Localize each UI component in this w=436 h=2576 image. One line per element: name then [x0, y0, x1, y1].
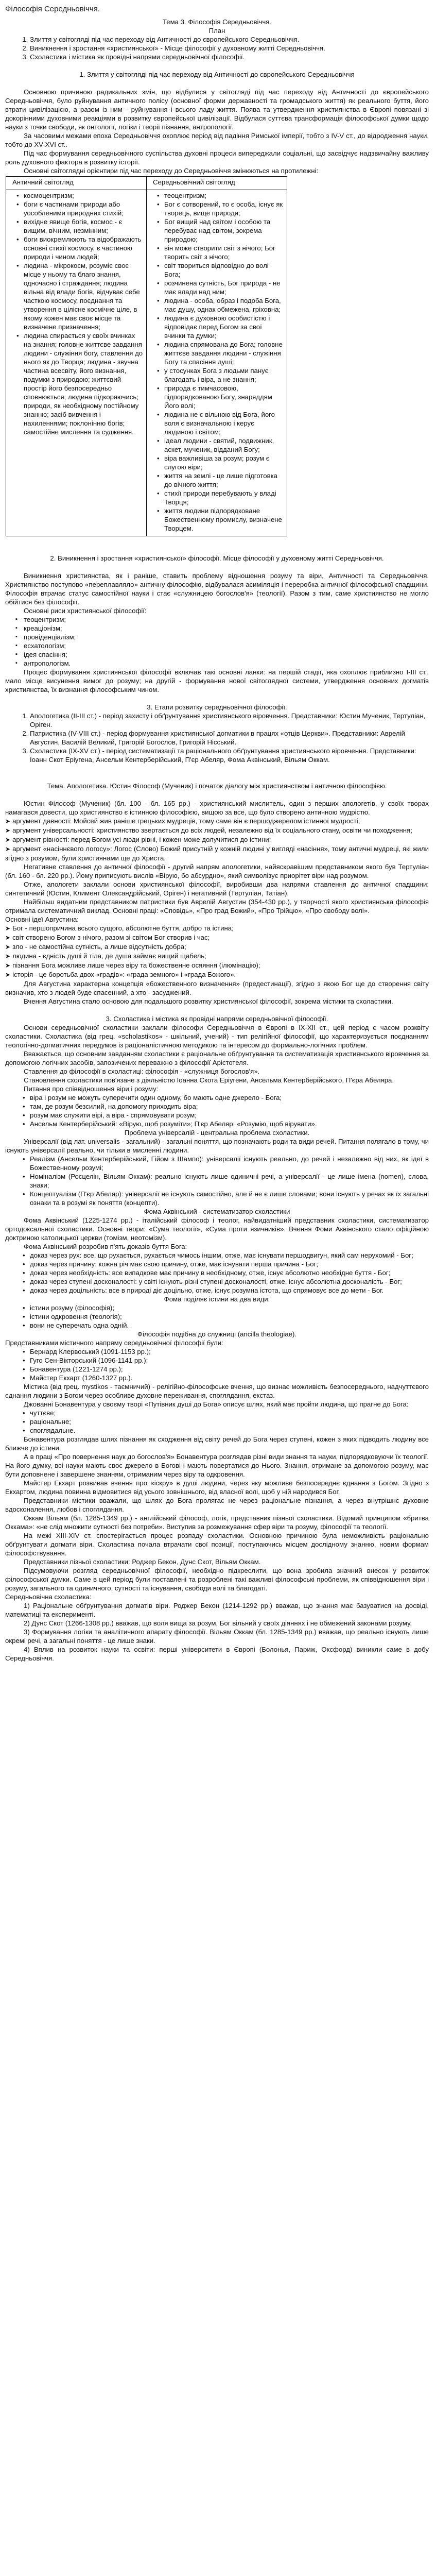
- list-item: • він може створити світ з нічого; Бог творить світ з нічого;: [164, 244, 285, 261]
- arrow-icon: ➤: [5, 836, 11, 843]
- list-item: • там, де розум безсилий, на допомогу приходить віра;: [30, 1102, 429, 1111]
- list-item: • Номіналізм (Росцелін, Вільям Оккам): реально існують лише одиничні речі, а універсалії - це лише імена (nomen), слова, знаки;: [30, 1172, 429, 1190]
- list-item: 3. Схоластика (IX-XV ст.) - період систематизації та раціонального обґрунтування християнського віровчення. Представники: Іоанн Скот Еріугена, Ансельм Кентерберійський, П'єр Абеляр, Фома Аквінський, Вільям Оккам.: [30, 747, 429, 764]
- mystic-path-list: [5, 1409, 429, 1435]
- list-item: • Бог є сотворений, то є особа, існує як творець, вище природи;: [164, 200, 285, 217]
- table-header-medieval: Середньовічний світогляд: [147, 177, 287, 190]
- paragraph: Для Августина характерна концепція «божественного визначення» (предестинації), згідно з якою Бог ще до створення світу визначив, хто з людей буде спасенний, а хто - засуджений.: [5, 980, 429, 996]
- list-item: • віра і розум не можуть суперечити один одному, бо мають одне джерело - Бога;: [30, 1093, 429, 1102]
- list-item: ▪ креаціонізм;: [24, 624, 429, 633]
- list-item: ➤ пізнання Бога можливе лише через віру та божественне осяяння (ілюмінацію);: [5, 961, 260, 969]
- paragraph: Майстер Екхарт розвивав вчення про «іскру» в душі людини, через яку можливе безпосереднє єднання з Богом. Згідно з Екхартом, людина повинна відмовитися від усього зовнішнього, від власної волі, щоб у ній народився Бог.: [5, 1479, 429, 1496]
- list-item: • людина спирається у своїх вчинках на знання; головне життєве завдання людини - служіння богу, ставлення до нього як до Творця; людина - звучна частина всесвіту, його визнання, подумки з природою; життєвий простір його безпосередньо сповнюється; людина підкоряючись; природи, як необхідному постійному знанню; засіб вивчення і нахиленнями; поклонінню богів; самостійне мислення та судження.: [24, 331, 144, 436]
- paragraph: Представники містики вважали, що шлях до Бога пролягає не через раціональне пізнання, а через внутрішнє духовне вдосконалення, любов і споглядання.: [5, 1497, 429, 1513]
- proofs-list: [5, 1251, 429, 1295]
- list-item: 1. Апологетика (II-III ст.) - період захисту і обґрунтування християнського віровчення. Представники: Юстин Мученик, Тертуліан, Оріген.: [30, 711, 429, 729]
- paragraph: Представники пізньої схоластики: Роджер Бекон, Дунс Скот, Вільям Оккам.: [24, 1558, 261, 1566]
- list-item: • Бог вищий над світом і особою та перебуває над світом, зокрема природою;: [164, 217, 285, 244]
- list-item: • стихії природи перебувають у владі Творця;: [164, 489, 285, 506]
- paragraph: Процес формування християнської філософії включав такі основні ланки: на першій стадії, яка охоплює приблизно I-III ст., мало місце висунення вимог до розуму; на другій - формування нової світоглядної системи, утвердження основних догматів християнства, їх визнання філософським чином.: [5, 668, 429, 693]
- list-item: • доказ через причину: кожна річ має свою причину, отже, має існувати перша причина - Бог;: [30, 1260, 429, 1268]
- summary-item: 2) Дунс Скот (1266-1308 рр.) вважав, що воля вища за розум, Бог вільний у своїх діяннях і не обмежений законами розуму.: [24, 1619, 412, 1627]
- summary-heading: Середньовічна схоластика:: [5, 1593, 92, 1601]
- summary-item: 3) Формування логіки та аналітичного апарату філософії. Вільям Оккам (бл. 1285-1349 рр.) вважав, що реально існують лише окремі речі, а загальні поняття - це лише знаки.: [5, 1628, 429, 1645]
- list-item: • космоцентризм;: [24, 191, 144, 200]
- list-item: • віра важливіша за розум; розум є слугою віри;: [164, 454, 285, 471]
- paragraph: Бонавентура розглядав шлях пізнання як сходження від світу речей до Бога через ступені, кожен з яких підводить людину все ближче до істини.: [5, 1435, 429, 1452]
- list-item: • боги є частинами природи або уособленими природних стихій;: [24, 200, 144, 217]
- paragraph: Основні світоглядні орієнтири під час переходу до Середньовіччя змінюються на протилежні:: [24, 167, 319, 175]
- list-item: ➤ Бог - першопричина всього сущого, абсолютне буття, добро та істина;: [5, 924, 234, 932]
- augustine-list: [5, 924, 429, 979]
- table-row: [6, 190, 287, 536]
- universals-list: [5, 1155, 429, 1207]
- list-item: ▪ есхатологізм;: [24, 641, 429, 650]
- arrow-icon: ➤: [5, 818, 11, 825]
- list-item: • Гуго Сен-Вікторський (1096-1141 рр.);: [30, 1356, 429, 1365]
- arrow-icon: ➤: [5, 934, 11, 941]
- list-item: ▪ антропологізм.: [24, 659, 429, 668]
- topic-title: Тема 3. Філософія Середньовіччя.: [162, 18, 272, 26]
- list-item: ➤ людина - єдність душі й тіла, де душа займає вищий щабель;: [5, 952, 206, 960]
- paragraph: Фома Аквінський розробив п'ять доказів буття Бога:: [24, 1243, 187, 1250]
- list-item: • людина спрямована до Бога; головне життєве завдання людини - служіння Богу та спасіння душі;: [164, 340, 285, 366]
- table-header-ancient: Античний світогляд: [6, 177, 147, 190]
- list-item: • Бернард Клервоський (1091-1153 рр.);: [30, 1347, 429, 1356]
- paragraph: Становлення схоластики пов'язане з діяльністю Іоанна Скота Еріугени, Ансельма Кентерберійського, П'єра Абеляра.: [24, 1076, 394, 1084]
- paragraph: Найбільш видатним представником патристики був Аврелій Августин (354-430 рр.), у творчості якого християнська філософія отримала систематичний виклад. Основні праці: «Сповідь», «Про град Божий», «Про Трійцю», «Про свободу волі».: [5, 898, 429, 914]
- paragraph: Виникнення християнства, як і раніше, ставить проблему відношення розуму та віри, Античності та Середньовіччя. Християнство поступово «переплавляло» античну філософію, відбувалася асиміляція і переробка античної філософської спадщини. Філософія втрачає статус самостійної науки і стає «служницею богослов'я» (теології). Разом з тим, саме християнство не могло обійтися без філософії.: [5, 572, 429, 606]
- list-item: ➤ світ створено Богом з нічого, разом зі світом Бог створив і час;: [5, 934, 210, 941]
- justin-heading: Тема. Апологетика. Юстин Філософ (Мученик) і початок діалогу між християнством і античною філософією.: [47, 782, 387, 790]
- list-item: • доказ через ступені досконалості: у світі існують різні ступені досконалості, отже, існує абсолютна досконалість - Бог;: [30, 1277, 429, 1286]
- paragraph: А в праці «Про повернення наук до богослов'я» Бонавентура розглядав різні види знання та науки, підпорядковуючи їх теології. На його думку, всі науки мають своє джерело в Богові і мають повертатися до Нього. Знання, отримане за допомогою розуму, має бути доповнене і завершене знанням, отриманим через віру та одкровення.: [5, 1453, 429, 1478]
- list-item: • чуттєве;: [30, 1409, 429, 1417]
- plan-list: [5, 35, 429, 61]
- section-1-title: 1. Злиття у світогляді під час переходу від Античності до європейського Середньовіччя: [79, 71, 355, 78]
- mysticism-heading: Представниками містичного напряму середньовічної філософії були:: [5, 1339, 223, 1347]
- table-header-row: [6, 177, 287, 190]
- list-item: • людина не є вільною від Бога, його воля є визначальною і керує людиною і світом;: [164, 410, 285, 436]
- paragraph: Підсумовуючи розгляд середньовічної філософії, необхідно підкреслити, що вона зробила значний внесок у розвиток філософської думки. Саме в цей період були поставлені та розроблені такі важливі філософські проблеми, як співвідношення віри і розуму, загального та одиничного, сутності та існування, свободи волі та благодаті.: [5, 1567, 429, 1592]
- list-item: ▪ теоцентризм;: [24, 615, 429, 624]
- list-item: • Ансельм Кентерберійський: «Вірую, щоб розуміти»; П'єр Абеляр: «Розумію, щоб вірувати».: [30, 1120, 429, 1128]
- list-item: • доказ через рух: все, що рухається, рухається чимось іншим, отже, має існувати першодвигун, який сам нерухомий - Бог;: [30, 1251, 429, 1260]
- list-item: • розчинена сутність, Бог природа - не має влади над ним;: [164, 279, 285, 296]
- list-item: • розум має служити вірі, а віра - спрямовувати розум;: [30, 1111, 429, 1120]
- list-item: ➤ історія - це боротьба двох «градів»: «града земного» і «града Божого».: [5, 971, 236, 978]
- list-item: • Бонавентура (1221-1274 рр.);: [30, 1365, 429, 1374]
- list-item: • вихідне явище богів, космос - є вищим, вічним, незмінним;: [24, 217, 144, 235]
- paragraph: Основні риси християнської філософії:: [24, 607, 147, 615]
- arrow-icon: ➤: [5, 953, 11, 960]
- comparison-table: [6, 176, 287, 536]
- plan-heading: План: [208, 27, 225, 35]
- list-item: • раціональне;: [30, 1417, 429, 1426]
- paragraph: Юстин Філософ (Мученик) (бл. 100 - бл. 165 рр.) - християнський мислитель, один з перших апологетів, у своїх творах намагався довести, що християнство є істинною філософією, вищою за все, що було створено античною мудрістю.: [5, 800, 429, 816]
- paragraph: Під час формування середньовічного суспільства духовні процеси випереджали соціальні, що засвідчує надзвичайну важливу роль духовного фактора в розвитку історії.: [5, 149, 429, 166]
- list-item: • життя людини підпорядковане Божественному промислу, визначене Творцем.: [164, 506, 285, 533]
- paragraph: Оккам Вільям (бл. 1285-1349 рр.) - англійський філософ, логік, представник пізньої схоластики. Відомий принципом «бритва Оккама»: «не слід множити сутності без потреби». Виступив за розмежування сфер віри та розуму, філософії та теології.: [5, 1514, 429, 1531]
- list-item: ➤ аргумент універсальності: християнство звертається до всіх людей, незалежно від їх соціального стану, освіти чи походження;: [5, 826, 412, 834]
- paragraph: Вважається, що основним завданням схоластики є раціональне обґрунтування та систематизація християнського віровчення за допомогою логічних засобів, запозичених переважно з філософії Арістотеля.: [5, 1050, 429, 1066]
- plan-item: 2. Виникнення і зростання «християнської» - Місце філософії у духовному житті Середньовіччя.: [30, 44, 429, 53]
- thomas-heading: Фома Аквінський - систематизатор схоластики: [144, 1208, 290, 1215]
- paragraph: За часовими межами епоха Середньовіччя охоплює період від падіння Римської імперії, тобто з IV-V ст., до відродження науки, тобто до XV-XVI ст..: [5, 132, 429, 148]
- list-item: 2. Патристика (IV-VIII ст.) - період формування християнської догматики в працях «отців Церкви». Представники: Аврелій Августин, Василій Великий, Григорій Богослов, Григорій Нісський.: [30, 729, 429, 747]
- argument-list: [5, 817, 429, 862]
- ancient-column: [6, 190, 147, 536]
- paragraph: Містика (від грец. mystikos - таємничий) - релігійно-філософське вчення, що визнає можливість безпосереднього, надчуттєвого єднання людини з Богом через особливе духовне переживання, споглядання, екстаз.: [5, 1383, 429, 1399]
- list-item: ▪ ідея спасіння;: [24, 650, 429, 659]
- list-item: • світ твориться відповідно до волі Бога;: [164, 261, 285, 279]
- arrow-icon: ➤: [5, 943, 11, 951]
- list-item: • Майстер Екхарт (1260-1327 рр.).: [30, 1374, 429, 1382]
- section-2-title: 2. Виникнення і зростання «християнської» філософії. Місце філософії у духовному житті Середньовіччя.: [50, 554, 384, 562]
- paragraph: Вчення Августина стало основою для подальшого розвитку християнської філософії, зокрема містики та схоластики.: [24, 997, 393, 1005]
- paragraph: Основи середньовічної схоластики заклали філософи Середньовіччя в Європі в IX-XII ст., цей період є часом розквіту схоластики. Схоластика (від грец. «scholastikos» - шкільний, учений) - тип релігійної філософії, що характеризується поєднанням теологічно-догматичних передумов із раціоналістичною методикою та інтересом до формально-логічних проблем.: [5, 1024, 429, 1049]
- arrow-icon: ➤: [5, 827, 11, 834]
- list-item: • вони не суперечать одна одній.: [30, 1321, 429, 1330]
- medieval-column: [147, 190, 287, 536]
- summary-item: 1) Раціональне обґрунтування догматів віри. Роджер Бекон (1214-1292 рр.) вважав, що знання має базуватися на досвіді, математиці та експерименті.: [5, 1602, 429, 1618]
- list-item: • споглядальне.: [30, 1426, 429, 1435]
- document-title: Філософія Середньовіччя.: [5, 5, 100, 13]
- paragraph: Ставлення до філософії в схоластиці: філософія - «служниця богослов'я».: [24, 1067, 260, 1075]
- list-item: • у стосунках Бога з людьми панує благодать і віра, а не знання;: [164, 366, 285, 384]
- list-item: • ідеал людини - святий, подвижник, аскет, мученик, відданий Богу;: [164, 436, 285, 454]
- plan-item: 3. Схоластика і містика як провідні напрями середньовічної філософії.: [30, 53, 429, 61]
- section-3-title: 3. Етапи розвитку середньовічної філософії.: [147, 703, 287, 711]
- paragraph: Фома Аквінський (1225-1274 рр.) - італійський філософ і теолог, найвидатніший представник схоластики, систематизатор ортодоксальної схоластики. Основні твори: «Сума теології», «Сума проти язичників». Вчення Фоми Аквінського стало офіційною доктриною католицької церкви (томізм, неотомізм).: [5, 1216, 429, 1242]
- paragraph: Питання про співвідношення віри і розуму:: [24, 1085, 159, 1093]
- list-item: ▪ провіденціалізм;: [24, 633, 429, 641]
- list-item: ➤ аргумент рівності: перед Богом усі люди рівні, і кожен може долучитися до істини;: [5, 836, 271, 843]
- arrow-icon: ➤: [5, 962, 11, 969]
- stages-list: [5, 711, 429, 764]
- section-4-title: 3. Схоластика і містика як провідні напрями середньовічної філософії.: [106, 1015, 328, 1023]
- list-item: • теоцентризм;: [164, 191, 285, 200]
- arrow-icon: ➤: [5, 971, 11, 978]
- feature-list: [5, 615, 429, 668]
- truths-list: [5, 1303, 429, 1330]
- list-item: • істини розуму (філософія);: [30, 1303, 429, 1312]
- list-item: • природа є тимчасовою, підпорядкованою Богу, знаряддям Його волі;: [164, 384, 285, 410]
- list-item: ➤ зло - не самостійна сутність, а лише відсутність добра;: [5, 943, 186, 951]
- plan-item: 1. Злиття у світогляді під час переходу від Античності до європейського Середньовіччя.: [30, 35, 429, 44]
- list-item: • людина є духовною особистістю і відповідає перед Богом за свої вчинки та думки;: [164, 314, 285, 340]
- list-item: • Концептуалізм (П'єр Абеляр): універсалії не існують самостійно, але й не є лише словами; вони існують у речах як їх загальні ознаки та в розумі як поняття (концепти).: [30, 1190, 429, 1207]
- arrow-icon: ➤: [5, 925, 11, 932]
- paragraph: Основною причиною радикальних змін, що відбулися у світогляді під час переходу від Античності до європейського Середньовіччя, було руйнування античного полісу (основної форми державності та громадського життя) як реального буття, його втрати цивілізацією, а разом із ним - руйнування і всього ладу життя. Поява та утвердження християнства в Європі повязані зі докорінними духовними реакціями в розвитку європейської цивілізації. Відбулася суттєва трансформація філософської думки щодо науки з точки свободи, як онтології, логіки і теорії пізнання, антропології.: [5, 88, 429, 131]
- list-item: • доказ через необхідність: все випадкове має причину в необхідному, отже, існує абсолютно необхідне буття - Бог;: [30, 1268, 429, 1277]
- paragraph: Джованні Бонавентура у своєму творі «Путівник душі до Бога» описує шлях, який має пройти людина, що прагне до Бога:: [24, 1400, 409, 1408]
- paragraph: Отже, апологети заклали основи християнської філософії, виробивши два напрями ставлення до античної спадщини: синтетичний (Юстин, Климент Олександрійський, Оріген) і негативний (Тертуліан, Татіан).: [5, 880, 429, 897]
- paragraph: Негативне ставлення до античної філософії - другий напрям апологетики, найяскравішим представником якого був Тертуліан (бл. 160 - бл. 220 рр.). Йому приписують вислів «Вірую, бо абсурдно», який символізує приорітет віри над розумом.: [5, 863, 429, 879]
- list-item: • боги виокремлюють та відображають основні стихії космосу, є частиною природи і чином людей;: [24, 235, 144, 261]
- list-item: • життя на землі - це лише підготовка до вічного життя;: [164, 471, 285, 489]
- summary-item: 4) Вплив на розвиток науки та освіти: перші університети в Європі (Болонья, Париж, Оксфорд) виникли саме в добу Середньовіччя.: [5, 1646, 429, 1662]
- list-item: • доказ через доцільність: все в природі діє доцільно, отже, існує розумна істота, що спрямовує все до мети - Бог.: [30, 1286, 429, 1295]
- list-item: ➤ аргумент давності: Мойсей жив раніше грецьких мудреців, тому саме він є першоджерелом істинної мудрості;: [5, 817, 360, 825]
- truths-heading: Фома поділяє істини на два види:: [164, 1295, 270, 1303]
- list-item: • Реалізм (Ансельм Кентерберійський, Гійом з Шампо): універсалії існують реально, до речей і незалежно від них, як ідеї в Божественному розумі;: [30, 1155, 429, 1172]
- thomas-close: Філософія подібна до служниці (ancilla theologiae).: [137, 1330, 297, 1338]
- list-item: ➤ аргумент «насіннєвого логосу»: Логос (Слово) Божий присутній у кожній людині у вигляді «насіння», тому античні мудреці, які жили згідно з розумом, були християнами ще до Христа.: [5, 845, 429, 862]
- document: [5, 4, 429, 1663]
- universals-heading: Проблема універсалій - центральна проблема схоластики.: [124, 1129, 310, 1137]
- mystics-list: [5, 1347, 429, 1382]
- faith-list: [5, 1093, 429, 1128]
- list-item: • людина - мікрокосм, розуміє своє місце у ньому та благо знання, одночасно і страждання; людина вільна від влади богів, відчуває себе часткою космосу, поєднання та утворення в цілісне космічне ціле, в якому кожен має своє місце та визначене призначення;: [24, 261, 144, 331]
- list-item: • істини одкровення (теологія);: [30, 1312, 429, 1321]
- paragraph: На межі XIII-XIV ст. спостерігається процес розпаду схоластики. Основною причиною була неможливість раціонально обґрунтувати догмати віри. Схоластика почала втрачати свої позиції, поступаючись місцем дослідному знанню, новим формам філософствування.: [5, 1532, 429, 1557]
- arrow-icon: ➤: [5, 845, 11, 853]
- paragraph: Універсалії (від лат. universalis - загальний) - загальні поняття, що позначають роди та види речей. Питання полягало в тому, чи існують універсалії реально, чи тільки в мисленні людини.: [5, 1138, 429, 1154]
- augustine-heading: Основні ідеї Августина:: [5, 916, 79, 923]
- list-item: • людина - особа, образ і подоба Бога, має душу, однак обмежена, гріховна;: [164, 296, 285, 314]
